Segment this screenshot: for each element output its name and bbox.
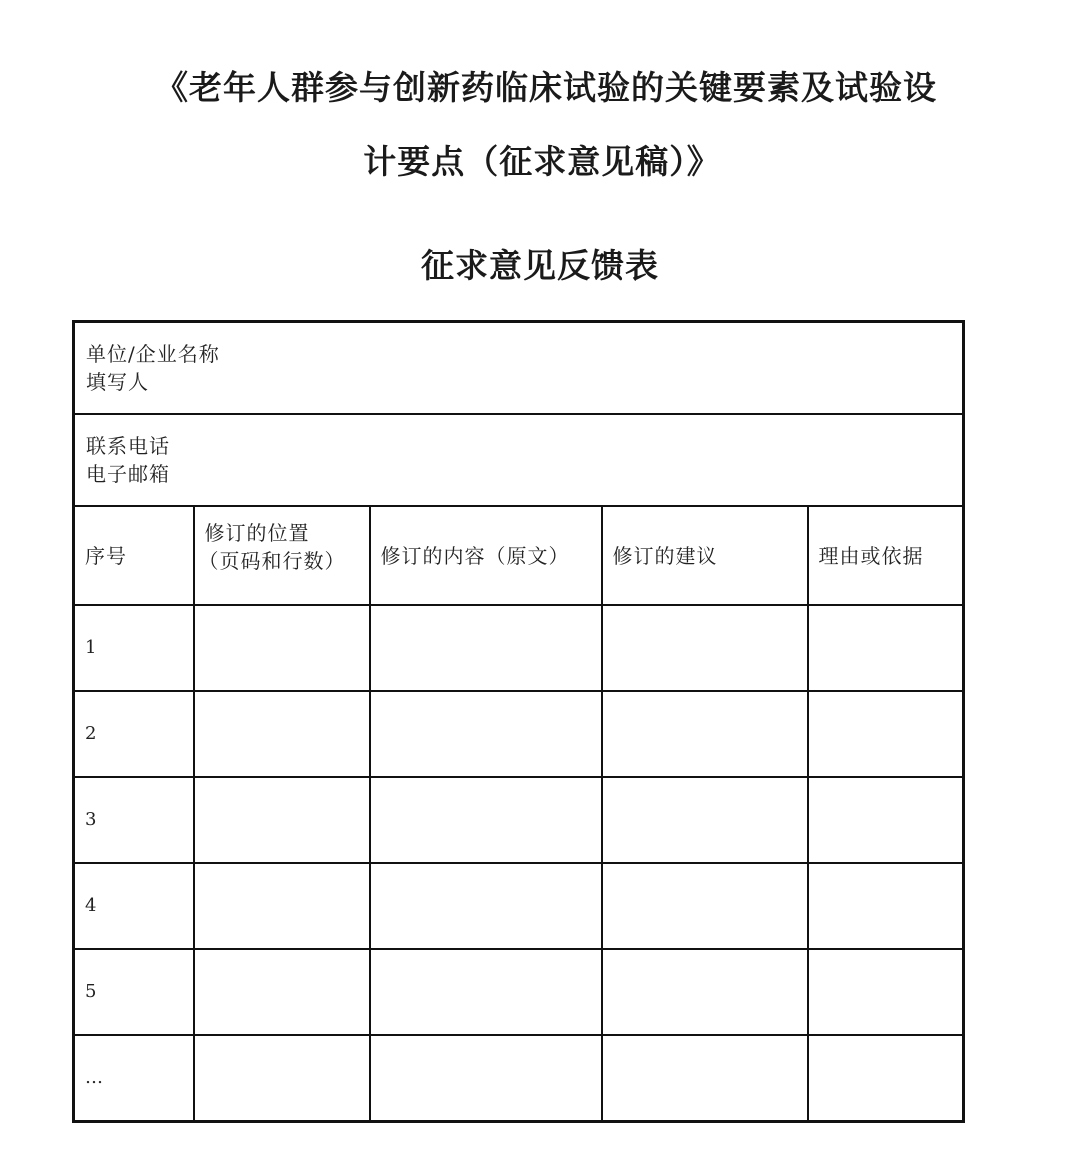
suggestion-cell[interactable] [602,777,808,863]
original-cell[interactable] [370,863,602,949]
table-header-row [74,506,964,605]
location-cell[interactable] [194,1035,370,1122]
location-cell[interactable] [194,605,370,691]
header-cell-original [370,506,602,605]
suggestion-cell[interactable] [602,691,808,777]
header-cell-index [74,506,194,605]
original-cell[interactable] [370,605,602,691]
document-title-line-2: 计要点（征求意见稿）》 [363,142,721,181]
suggestion-cell[interactable] [602,949,808,1035]
form-title: 征求意见反馈表 [421,246,659,285]
email-label: 电子邮箱 [86,462,170,486]
header-original: 修订的内容（原文） [380,543,570,568]
reason-cell[interactable] [808,949,964,1035]
feedback-form-table [72,320,965,1123]
phone-label: 联系电话 [86,434,170,458]
location-cell[interactable] [194,691,370,777]
location-cell[interactable] [194,949,370,1035]
suggestion-cell[interactable] [602,1035,808,1122]
original-cell[interactable] [370,691,602,777]
header-location-note: （页码和行数） [198,549,346,573]
contact-info-cell[interactable] [74,414,964,506]
row-number: 1 [85,637,97,658]
row-number-cell [74,1035,194,1122]
table-row [74,863,964,949]
suggestion-cell[interactable] [602,863,808,949]
row-number-cell [74,691,194,777]
org-info-cell[interactable] [74,322,964,415]
table-row [74,605,964,691]
header-cell-suggestion [602,506,808,605]
row-number-cell [74,605,194,691]
row-number: … [85,1067,103,1088]
row-number-cell [74,949,194,1035]
location-cell[interactable] [194,863,370,949]
row-number-cell [74,777,194,863]
row-number: 4 [85,895,97,916]
header-cell-reason [808,506,964,605]
reason-cell[interactable] [808,691,964,777]
original-cell[interactable] [370,1035,602,1122]
table-row [74,777,964,863]
header-index: 序号 [85,543,127,568]
filler-label: 填写人 [86,370,149,394]
table-row [74,691,964,777]
reason-cell[interactable] [808,777,964,863]
suggestion-cell[interactable] [602,605,808,691]
org-info-row [74,322,964,415]
header-suggestion: 修订的建议 [612,543,718,568]
header-location: 修订的位置 [204,521,310,545]
original-cell[interactable] [370,777,602,863]
reason-cell[interactable] [808,863,964,949]
row-number: 5 [85,981,97,1002]
table-row [74,1035,964,1122]
reason-cell[interactable] [808,605,964,691]
original-cell[interactable] [370,949,602,1035]
row-number: 3 [85,809,97,830]
row-number: 2 [85,723,97,744]
org-name-label: 单位/企业名称 [86,342,220,366]
location-cell[interactable] [194,777,370,863]
header-cell-location [194,506,370,605]
reason-cell[interactable] [808,1035,964,1122]
document-title-line-1: 《老年人群参与创新药临床试验的关键要素及试验设 [155,68,937,107]
header-reason: 理由或依据 [818,543,924,568]
row-number-cell [74,863,194,949]
contact-info-row [74,414,964,506]
table-row [74,949,964,1035]
